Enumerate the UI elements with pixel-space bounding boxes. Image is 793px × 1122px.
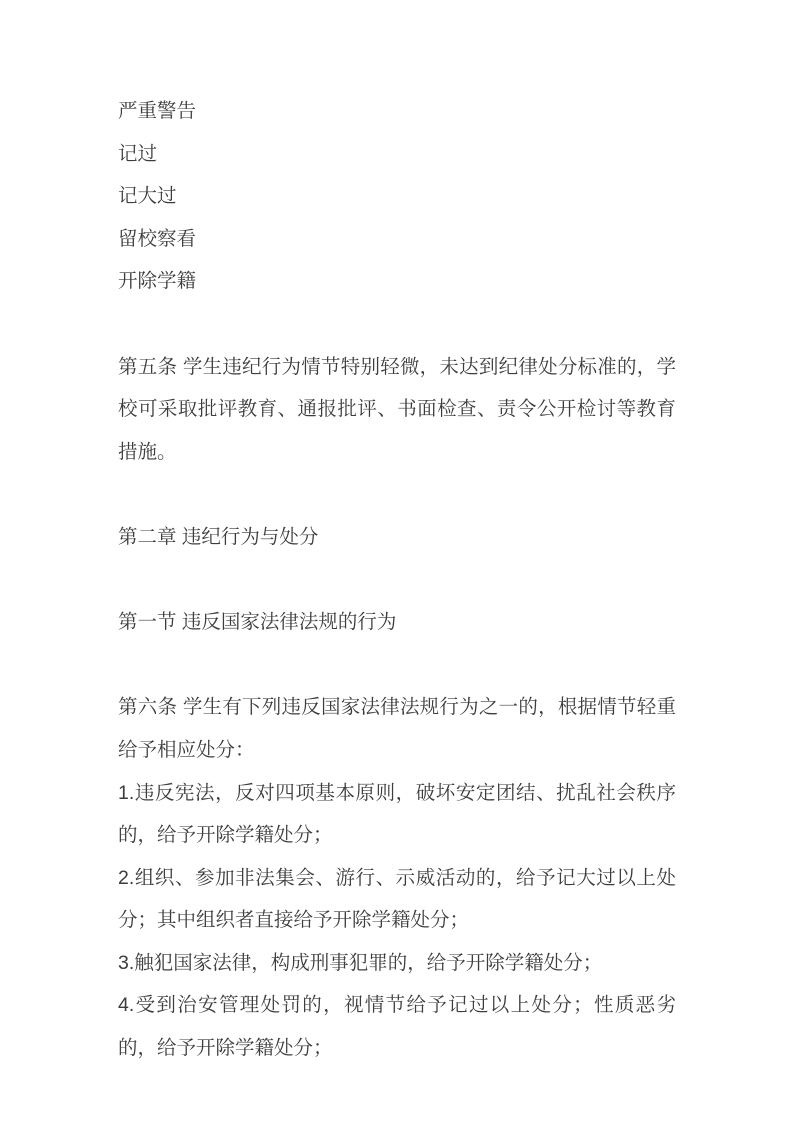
paragraph: 3.触犯国家法律，构成刑事犯罪的，给予开除学籍处分； xyxy=(118,951,603,974)
empty-paragraph xyxy=(118,473,676,516)
empty-paragraph xyxy=(118,303,676,346)
paragraph: 第二章 违纪行为与处分 xyxy=(118,525,319,548)
paragraph: 第一节 违反国家法律法规的行为 xyxy=(118,611,397,634)
empty-paragraph xyxy=(118,644,676,687)
paragraph: 严重警告 xyxy=(118,100,197,122)
paragraph: 留校察看 xyxy=(118,227,197,250)
document-body xyxy=(118,90,676,1070)
paragraph: 第六条 学生有下列违反国家法律法规行为之一的，根据情节轻重给予相应处分： xyxy=(118,696,676,761)
empty-paragraph xyxy=(118,559,676,602)
paragraph: 记大过 xyxy=(118,185,177,208)
paragraph: 记过 xyxy=(118,142,158,165)
paragraph: 4.受到治安管理处罚的，视情节给予记过以上处分；性质恶劣的，给予开除学籍处分； xyxy=(118,994,676,1060)
paragraph: 1.违反宪法，反对四项基本原则，破坏安定团结、扰乱社会秩序的，给予开除学籍处分； xyxy=(118,781,676,847)
paragraph: 2.组织、参加非法集会、游行、示威活动的，给予记大过以上处分；其中组织者直接给予开除学籍处分； xyxy=(118,866,676,932)
paragraph: 开除学籍 xyxy=(118,270,197,293)
paragraph: 第五条 学生违纪行为情节特别轻微，未达到纪律处分标准的，学校可采取批评教育、通报批评、书面检查、责令公开检讨等教育措施。 xyxy=(118,355,676,463)
